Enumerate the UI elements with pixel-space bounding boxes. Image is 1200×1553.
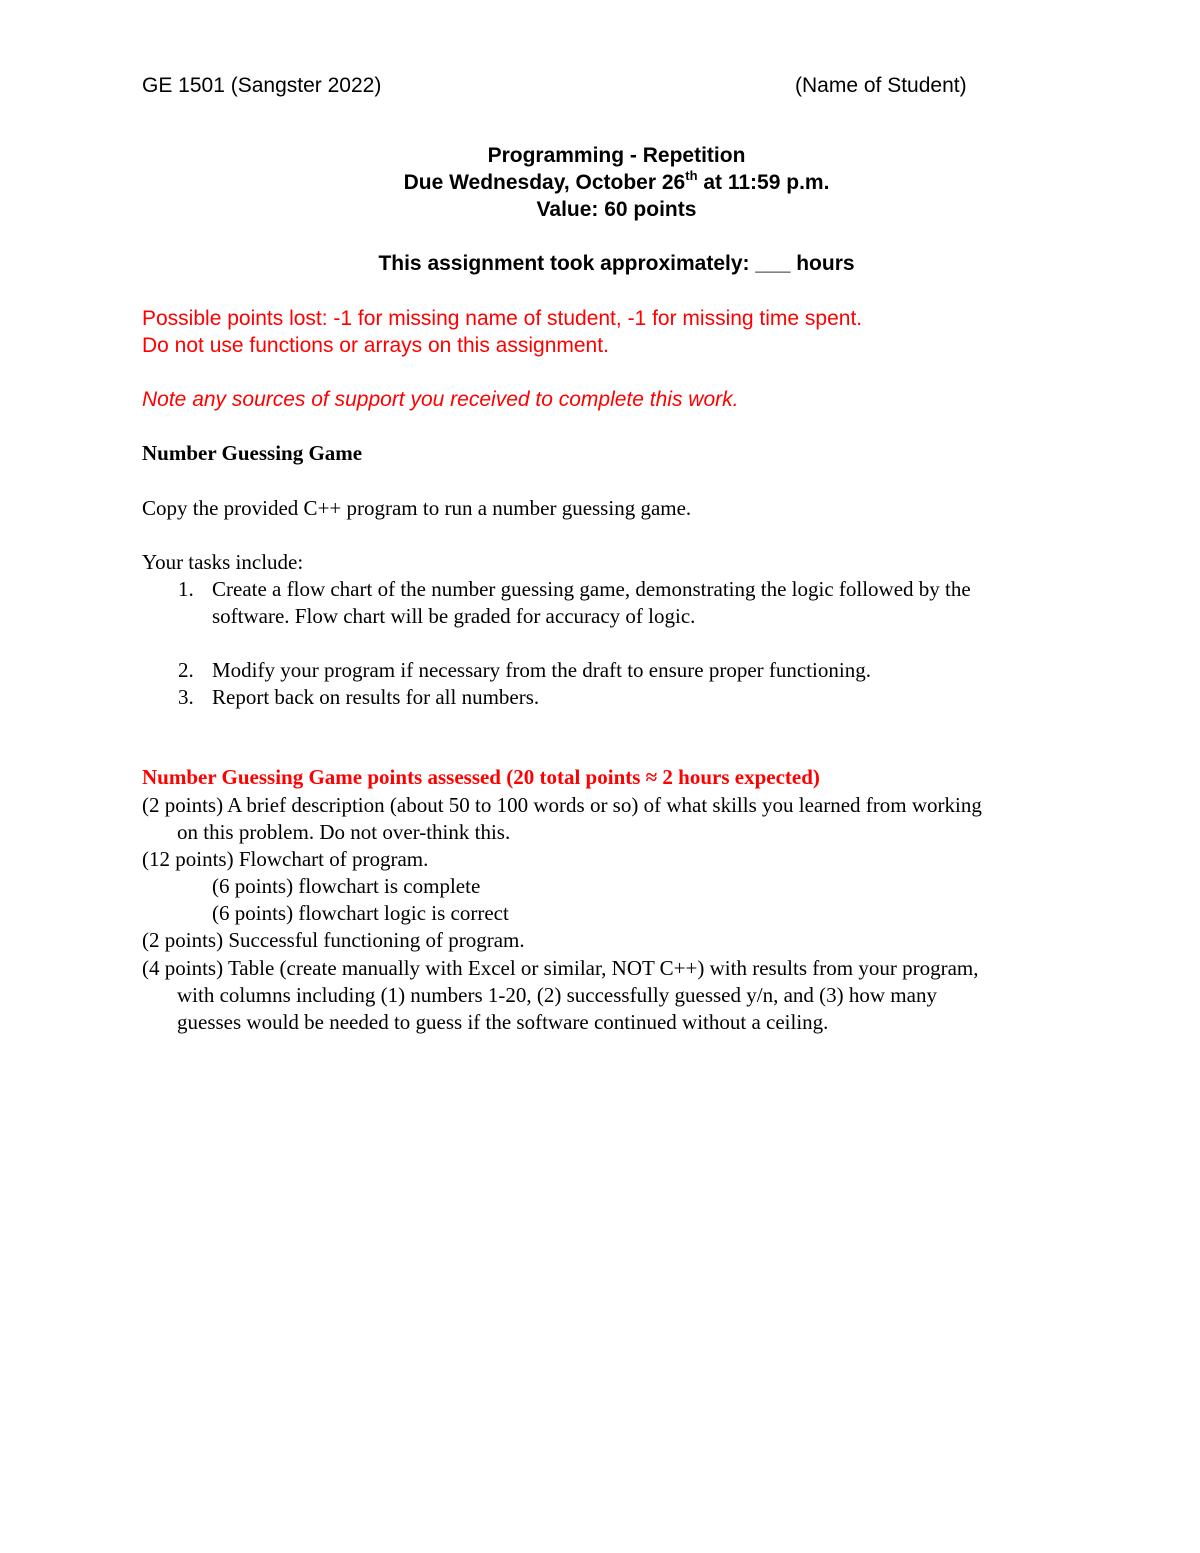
- support-note: Note any sources of support you received to complete this work.: [142, 388, 739, 411]
- rubric-item: (2 points) A brief description (about 50 to 100 words or so) of what skills you learned from working: [142, 793, 982, 817]
- assignment-value: Value: 60 points: [536, 198, 697, 221]
- list-item-continuation: software. Flow chart will be graded for accuracy of logic.: [212, 604, 696, 628]
- assignment-title: Programming - Repetition: [487, 144, 746, 167]
- list-item: Create a flow chart of the number guessing game, demonstrating the logic followed by the: [212, 577, 971, 601]
- student-name-placeholder: (Name of Student): [795, 74, 967, 97]
- section-intro: Copy the provided C++ program to run a number guessing game.: [142, 496, 692, 520]
- task-number: 3.: [178, 685, 194, 709]
- tasks-label: Your tasks include:: [142, 550, 304, 574]
- rubric-subitem: (6 points) flowchart is complete: [212, 874, 481, 898]
- time-spent-line: This assignment took approximately: ___ hours: [378, 252, 855, 275]
- due-date-time: at 11:59 p.m.: [697, 171, 830, 194]
- task-number: 2.: [178, 658, 194, 682]
- rubric-item-continuation: with columns including (1) numbers 1-20, (2) successfully guessed y/n, and (3) how many: [177, 983, 937, 1007]
- task-number: 1.: [178, 577, 194, 601]
- rubric-item: (4 points) Table (create manually with Excel or similar, NOT C++) with results from your program,: [142, 956, 979, 980]
- section-heading: Number Guessing Game: [142, 441, 363, 465]
- list-item: Modify your program if necessary from the draft to ensure proper functioning.: [212, 658, 871, 682]
- rubric-item: (12 points) Flowchart of program.: [142, 847, 429, 871]
- rubric-item: (2 points) Successful functioning of program.: [142, 928, 525, 952]
- no-functions-warning: Do not use functions or arrays on this assignment.: [142, 334, 609, 357]
- assessment-heading: Number Guessing Game points assessed (20 total points ≈ 2 hours expected): [142, 765, 820, 789]
- rubric-item-continuation: guesses would be needed to guess if the software continued without a ceiling.: [177, 1010, 829, 1034]
- course-header: GE 1501 (Sangster 2022): [142, 74, 382, 97]
- rubric-item-continuation: on this problem. Do not over-think this.: [177, 820, 511, 844]
- due-date: [0, 169, 1200, 196]
- rubric-subitem: (6 points) flowchart logic is correct: [212, 901, 509, 925]
- due-date-text: Due Wednesday, October 26: [403, 171, 686, 194]
- points-lost-warning: Possible points lost: -1 for missing name of student, -1 for missing time spent.: [142, 307, 863, 330]
- list-item: Report back on results for all numbers.: [212, 685, 540, 709]
- due-date-superscript: th: [685, 168, 698, 183]
